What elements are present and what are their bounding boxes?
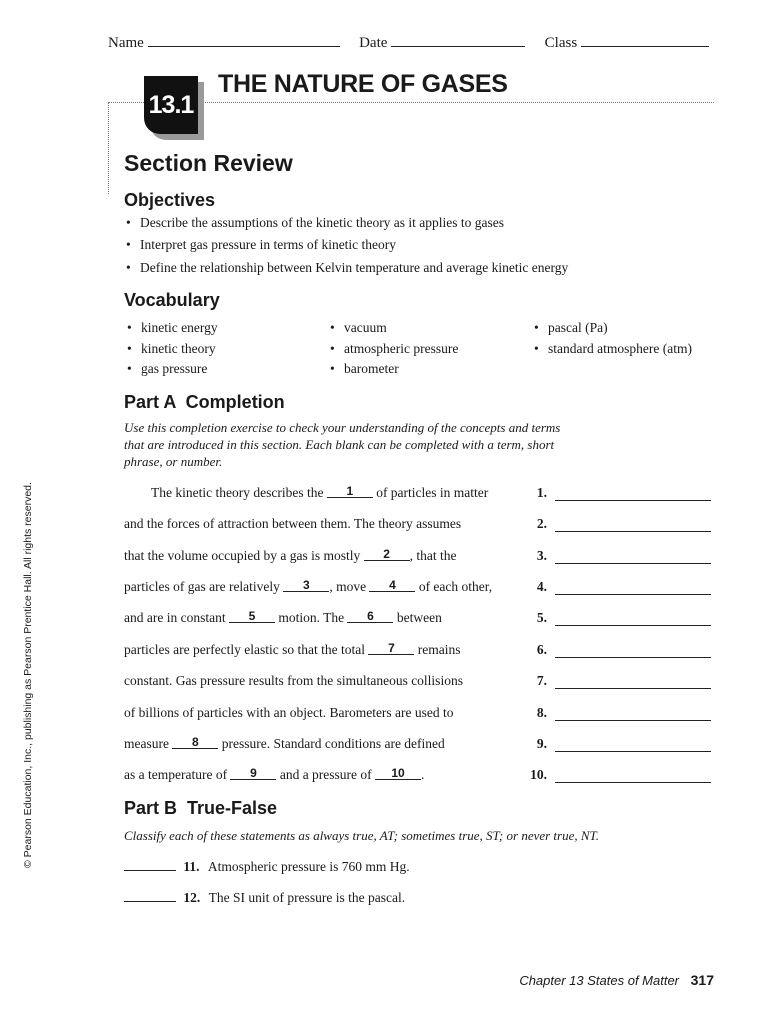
class-label: Class	[544, 35, 578, 51]
passage-text: and are in constant	[124, 610, 229, 625]
true-false-item	[124, 859, 410, 875]
answer-field[interactable]	[555, 499, 711, 501]
passage-text: that the volume occupied by a gas is mostly	[124, 548, 364, 563]
blank-label: 5	[229, 610, 275, 623]
answer-field[interactable]	[555, 530, 711, 532]
passage-text: and a pressure of	[276, 767, 376, 782]
passage-text: particles of gas are relatively	[124, 579, 284, 594]
part-a-instructions	[124, 419, 560, 470]
page-number: 317	[690, 972, 714, 988]
passage-text: of each other,	[415, 579, 493, 594]
blank-label: 9	[230, 767, 276, 780]
objectives-heading: Objectives	[124, 190, 216, 210]
page-footer	[519, 972, 714, 988]
header-fields	[108, 34, 709, 52]
answer-number: 10.	[530, 767, 547, 782]
blank-label: 2	[364, 548, 410, 561]
passage-line	[124, 705, 454, 721]
answer-number: 7.	[536, 673, 547, 688]
passage-text: The kinetic theory describes the	[151, 485, 327, 500]
answer-field[interactable]	[555, 656, 711, 658]
passage-text: as a temperature of	[124, 767, 231, 782]
answer-field[interactable]	[555, 781, 711, 783]
passage-line	[151, 485, 488, 501]
passage-text: between	[393, 610, 442, 625]
passage-line	[124, 548, 456, 564]
passage-text: , move	[329, 579, 370, 594]
answer-field[interactable]	[555, 593, 711, 595]
vocab-term: • atmospheric pressure	[344, 341, 458, 357]
vocab-term: • barometer	[344, 361, 399, 377]
passage-line	[124, 610, 442, 626]
item-text: The SI unit of pressure is the pascal.	[208, 890, 406, 905]
objective-item: • Define the relationship between Kelvin temperature and average kinetic energy	[140, 260, 568, 276]
answer-field[interactable]	[555, 687, 711, 689]
vocab-term: • pascal (Pa)	[548, 320, 608, 336]
instruction-line: phrase, or number.	[124, 454, 223, 469]
passage-text: .	[421, 767, 425, 782]
true-false-answer-field[interactable]	[124, 869, 176, 871]
blank-label: 7	[368, 642, 414, 655]
dotted-rule-vertical	[108, 102, 109, 194]
answer-number: 1.	[536, 485, 547, 500]
blank-label: 10	[375, 767, 421, 780]
passage-line	[124, 736, 445, 752]
objective-item: • Interpret gas pressure in terms of kinetic theory	[140, 237, 396, 253]
answer-number: 4.	[536, 579, 547, 594]
passage-text: measure	[124, 736, 173, 751]
item-number: 11.	[183, 859, 200, 874]
answer-number: 3.	[536, 548, 547, 563]
item-text: Atmospheric pressure is 760 mm Hg.	[207, 859, 410, 874]
section-review-heading: Section Review	[124, 150, 293, 176]
answer-number: 6.	[536, 642, 547, 657]
passage-text: of billions of particles with an object. Barometers are used to	[124, 705, 454, 720]
objective-item: • Describe the assumptions of the kinetic theory as it applies to gases	[140, 215, 504, 231]
passage-text: particles are perfectly elastic so that the total	[124, 642, 369, 657]
item-number: 12.	[183, 890, 201, 905]
answer-number: 9.	[536, 736, 547, 751]
vocab-term: • standard atmosphere (atm)	[548, 341, 692, 357]
answer-number: 8.	[536, 705, 547, 720]
copyright-notice: © Pearson Education, Inc., publishing as Pearson Prentice Hall. All rights reserved.	[22, 482, 34, 868]
date-field[interactable]	[391, 34, 525, 47]
passage-text: remains	[414, 642, 461, 657]
true-false-item	[124, 890, 405, 906]
section-number-badge: 13.1	[144, 76, 198, 134]
answer-field[interactable]	[555, 750, 711, 752]
vocab-term: • kinetic energy	[141, 320, 218, 336]
passage-text: motion. The	[274, 610, 348, 625]
passage-text: pressure. Standard conditions are defined	[218, 736, 445, 751]
name-field[interactable]	[148, 34, 340, 47]
answer-number: 5.	[536, 610, 547, 625]
date-label: Date	[359, 35, 388, 51]
passage-text: , that the	[409, 548, 457, 563]
vocabulary-heading: Vocabulary	[124, 290, 220, 310]
instruction-line: Use this completion exercise to check your understanding of the concepts and terms	[124, 420, 561, 435]
name-label: Name	[108, 35, 144, 51]
passage-line	[124, 516, 461, 532]
passage-text: of particles in matter	[372, 485, 489, 500]
blank-label: 6	[347, 610, 393, 623]
blank-label: 4	[369, 579, 415, 592]
blank-label: 8	[172, 736, 218, 749]
answer-field[interactable]	[555, 719, 711, 721]
passage-line	[124, 767, 424, 783]
section-title: THE NATURE OF GASES	[218, 70, 508, 98]
blank-label: 1	[327, 485, 373, 498]
chapter-label: Chapter 13 States of Matter	[519, 973, 680, 988]
answer-field[interactable]	[555, 562, 711, 564]
passage-line	[124, 579, 492, 595]
passage-line	[124, 673, 463, 689]
part-b-heading: Part B True-False	[124, 798, 278, 818]
part-b-instructions: Classify each of these statements as always true, AT; sometimes true, ST; or never true, NT.	[124, 828, 600, 843]
vocab-term: • vacuum	[344, 320, 387, 336]
true-false-answer-field[interactable]	[124, 900, 176, 902]
passage-text: constant. Gas pressure results from the simultaneous collisions	[124, 673, 463, 688]
answer-field[interactable]	[555, 624, 711, 626]
vocab-term: • kinetic theory	[141, 341, 216, 357]
passage-line	[124, 642, 461, 658]
part-a-heading: Part A Completion	[124, 392, 285, 412]
answer-number: 2.	[536, 516, 547, 531]
passage-text: and the forces of attraction between them. The theory assumes	[124, 516, 462, 531]
class-field[interactable]	[581, 34, 709, 47]
vocab-term: • gas pressure	[141, 361, 207, 377]
instruction-line: that are introduced in this section. Each blank can be completed with a term, short	[124, 437, 555, 452]
blank-label: 3	[283, 579, 329, 592]
